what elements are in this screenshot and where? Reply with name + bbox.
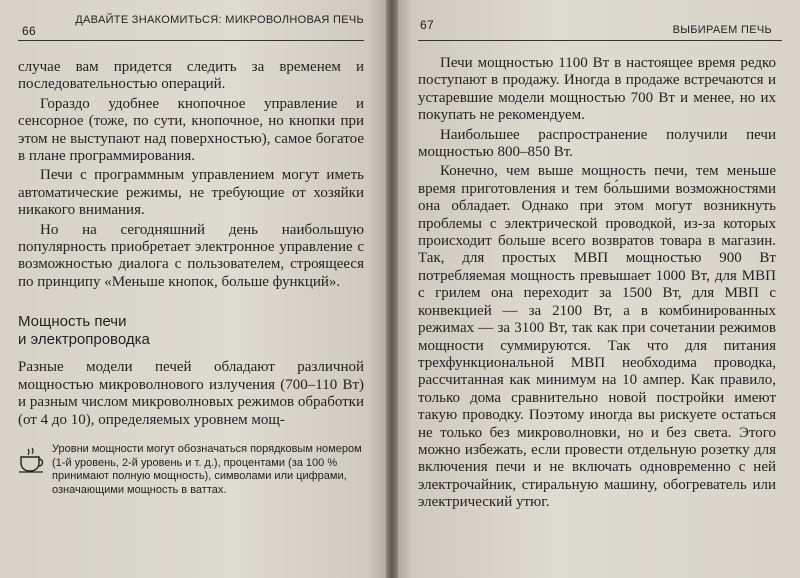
side-note xyxy=(18,443,364,497)
running-title: ВЫБИРАЕМ ПЕЧЬ xyxy=(672,24,772,36)
paragraph: Но на сегодняшний день наибольшую популярность приобретает электронное управление с возможностью диалога с пользователем, строящееся по принципу «Меньше кнопок, больше функций». xyxy=(18,221,364,290)
coffee-cup-icon xyxy=(18,447,46,473)
left-page xyxy=(0,0,392,578)
book-gutter xyxy=(386,0,398,578)
paragraph: Печи мощностью 1100 Вт в настоящее время редко поступают в продажу. Иногда в продаже встречаются и устаревшие модели мощностью 700 Вт и менее, но их покупать не рекомендуем. xyxy=(418,55,776,124)
right-page xyxy=(392,0,800,578)
page-number: 67 xyxy=(420,18,434,32)
left-page-body xyxy=(18,59,364,429)
paragraph: Наибольшее распространение получили печи мощностью 800–850 Вт. xyxy=(418,126,776,161)
left-page-header xyxy=(18,0,364,41)
right-page-body xyxy=(418,55,782,512)
paragraph: Гораздо удобнее кнопочное управление и сенсорное (тоже, по сути, кнопочное, но кнопки при этом не выступают над поверхностью), самое богатое в плане программирования. xyxy=(18,95,364,165)
section-heading-line: и электропроводка xyxy=(18,331,150,349)
paragraph: Печи с программным управлением могут иметь автоматические режимы, не требующие от хозяйки никакого внимания. xyxy=(18,167,364,219)
paragraph: Разные модели печей обладают различной мощностью микроволнового излучения (700–110 Вт) и разным числом микроволновых режимов обработки (от 4 до 10), определяемых уровнем мощ- xyxy=(18,359,364,428)
paragraph: случае вам придется следить за временем и последовательностью операций. xyxy=(18,59,364,93)
page-number: 66 xyxy=(22,24,36,38)
running-title: ДАВАЙТЕ ЗНАКОМИТЬСЯ: МИКРОВОЛНОВАЯ ПЕЧЬ xyxy=(75,14,364,26)
section-heading-line: Мощность печи xyxy=(18,313,127,331)
paragraph: Конечно, чем выше мощность печи, тем меньше время приготовления и тем бо́льшими возможностями она обладает. Однако при этом могут возникнуть проблемы с электрической проводкой, из-за которых происходит больше всего возвратов товара в магазин. Так, для простых МВП мощностью 900 Вт потребляемая мощность превышает 1000 Вт, для МВП с грилем она переходит за 1500 Вт, для МВП с конвекцией — за 2100 Вт, а в комбинированных режимах — за 3100 Вт, так как при сочетании режимов мощности суммируются. Так что для питания трехфункциональной МВП необходима проводка, рассчитанная как минимум на 10 ампер. Как правило, только дома сравнительно новой постройки имеют такую проводку. Поэтому иногда вы рискуете остаться не только без микроволновки, но и без света. Этого можно избежать, если провести отдельную розетку для включения печи и не включать одновременно с ней электрочайник, стиральную машину, обогреватель или электрический утюг. xyxy=(418,163,776,511)
section-heading xyxy=(18,313,364,349)
side-note-text: Уровни мощности могут обозначаться порядковым номером (1-й уровень, 2-й уровень и т. д.), процентами (за 100 % принимают полную мощность), символами или цифрами, означающими мощность в ваттах. xyxy=(52,442,362,496)
right-page-header xyxy=(418,0,782,41)
